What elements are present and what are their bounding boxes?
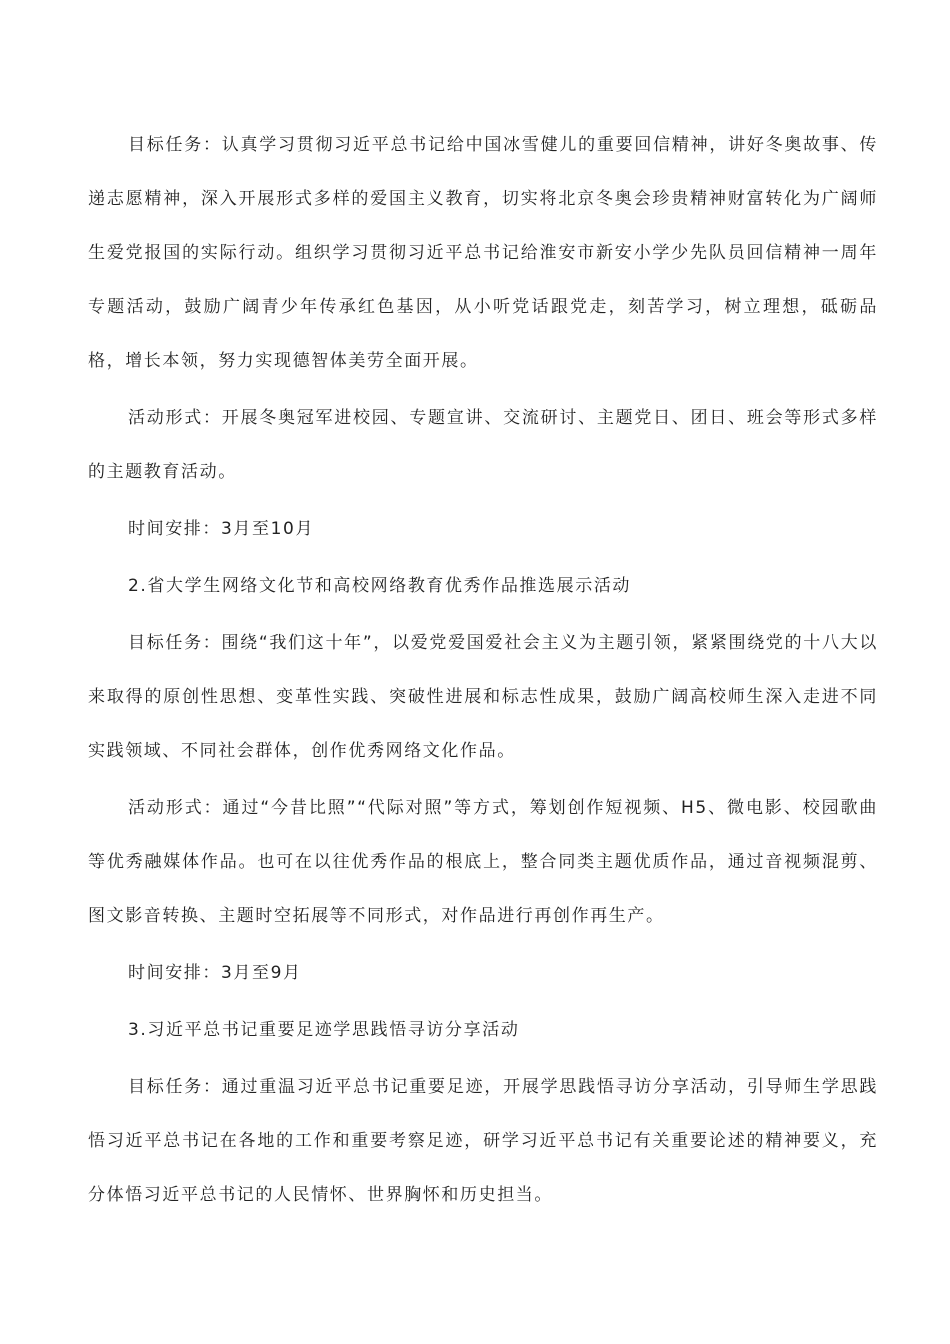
paragraph-schedule-1: 时间安排：3月至10月 bbox=[128, 519, 315, 539]
paragraph-activity-form-1: 活动形式：开展冬奥冠军进校园、专题宣讲、交流研讨、主题党日、团日、班会等形式多样的主题教育活动。 bbox=[88, 408, 878, 482]
paragraph-schedule-2: 时间安排：3月至9月 bbox=[128, 963, 302, 983]
section-heading-3: 3.习近平总书记重要足迹学思践悟寻访分享活动 bbox=[128, 1020, 520, 1040]
paragraph-goal-task-2: 目标任务：围绕“我们这十年”，以爱党爱国爱社会主义为主题引领，紧紧围绕党的十八大以来取得的原创性思想、变革性实践、突破性进展和标志性成果，鼓励广阔高校师生深入走进不同实践领域、不同社会群体，创作优秀网络文化作品。 bbox=[88, 633, 878, 761]
section-heading-2: 2.省大学生网络文化节和高校网络教育优秀作品推选展示活动 bbox=[128, 576, 632, 596]
paragraph-goal-task-3: 目标任务：通过重温习近平总书记重要足迹，开展学思践悟寻访分享活动，引导师生学思践悟习近平总书记在各地的工作和重要考察足迹，研学习近平总书记有关重要论述的精神要义，充分体悟习近平总书记的人民情怀、世界胸怀和历史担当。 bbox=[88, 1077, 878, 1205]
paragraph-goal-task-1: 目标任务：认真学习贯彻习近平总书记给中国冰雪健儿的重要回信精神，讲好冬奥故事、传递志愿精神，深入开展形式多样的爱国主义教育，切实将北京冬奥会珍贵精神财富转化为广阔师生爱党报国的实际行动。组织学习贯彻习近平总书记给淮安市新安小学少先队员回信精神一周年专题活动，鼓励广阔青少年传承红色基因，从小听党话跟党走，刻苦学习，树立理想，砥砺品格，增长本领，努力实现德智体美劳全面开展。 bbox=[88, 135, 878, 371]
document-body bbox=[88, 118, 878, 1225]
paragraph-activity-form-2: 活动形式：通过“今昔比照”“代际对照”等方式，筹划创作短视频、H5、微电影、校园歌曲等优秀融媒体作品。也可在以往优秀作品的根底上，整合同类主题优质作品，通过音视频混剪、图文影音转换、主题时空拓展等不同形式，对作品进行再创作再生产。 bbox=[88, 798, 878, 926]
